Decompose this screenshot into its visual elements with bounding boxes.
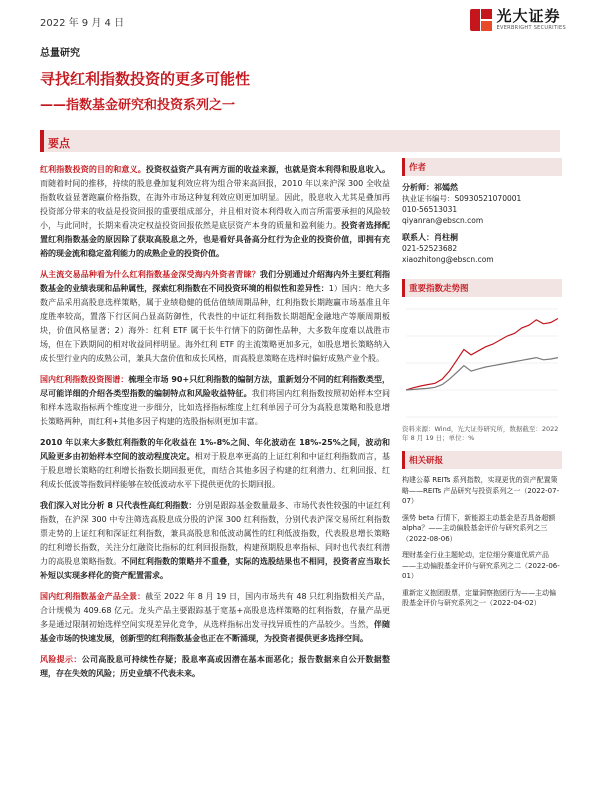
paragraph-bold: 我们分别通过介绍海内外主要红利指数基金的业绩表现和品种属性，探索红利指数在不同投资环境的相似性和差异性： [40,270,391,293]
paragraph-bold2: 投资者选择配置红利指数基金的原因除了获取高股息之外，也是看好具备高分红行为企业的投资价值，即拥有充裕的现金流和稳定盈利能力的成熟企业的投资价值。 [40,221,391,258]
analyst-name: 祁嫣然 [434,183,458,192]
paragraph-bold2: 不同红利指数的策略并不重叠，实际的选股结果也不相同，投资者应当取长补短以实现多样化的资产配置需求。 [40,557,391,580]
contact-name: 肖柱桐 [434,233,458,242]
paragraph-lead: 风险提示： [40,655,82,664]
contact-phone: 021-52523682 [402,244,458,253]
related-report-item[interactable]: 强势 beta 行情下，新能源主动基金是否具备超额 alpha？——主动偏股基金评价与研究系列之三（2022-08-06） [402,513,556,543]
related-report-item[interactable]: 理财基金行业主题轮动，定位细分赛道优质产品——主动偏股基金评价与研究系列之二（2022-06-01） [402,551,560,580]
key-paragraph [40,499,390,583]
paragraph-body: 分别是跟踪基金数量最多、市场代表性较强的中证红利指数，在沪深 300 中专注筛选高股息成分股的沪深 300 红利指数，分别代表沪深交易所红利指数票走势的上证红利和深证红利指数，兼具高股息和低波动属性的红利低波指数，代表股息增长策略的红利增长指数，关注分红融资比指标的红利回报指数，构建预期股息率指标、同时也代表红利潜力的高股息策略指数。 [40,501,390,566]
contact-email[interactable]: xiaozhitong@ebscn.com [402,255,494,264]
paragraph-body: 截至 2022 年 8 月 19 日，国内市场共有 48 只红利指数相关产品，合计规模为 409.68 亿元。龙头产品主要跟踪基于宽基+高股息选样策略的红利指数，存量产品更多是通过限制初始选样空间实现差异化竞争，从选样指标出发寻找异质性的产品较少。当然， [40,592,391,629]
key-paragraph [40,373,390,429]
key-points-bar [40,130,560,152]
index-trend-chart [402,303,562,423]
paragraph-lead: 红利指数投资的目的和意义。 [40,165,146,174]
paragraph-body: 而随着时间的推移，持续的股息叠加复利效应将为组合带来高回报，2010 年以来沪深 300 全收益指数收益显著跑赢价格指数，在海外市场这种复利效应则更加明显。因此，股息收入尤其是叠加再投资部分带来的收益是投资回报的重要组成部分，并且相对资本利得收入而言所需要承担的风险较小，与此同时，长期来看决定权益投资回报依然是底层资产本身的质量和盈利能力。 [40,179,390,230]
brand-name-en: EVERBRIGHT SECURITIES [496,25,566,31]
related-heading: 相关研报 [402,451,562,469]
key-points-heading: 要点 [48,137,70,150]
analyst-email[interactable]: qiyanran@ebscn.com [402,216,484,225]
chart-source: 资料来源：Wind，光大证券研究所，数据截至：2022 年 8 月 19 日；单位：% [402,425,559,442]
analyst-phone: 010-56513031 [402,205,458,214]
key-points-body [40,163,390,688]
brand-logo [470,8,566,31]
paragraph-body: 我们将国内红利指数按照初始样本空间和样本选取指标两个维度进一步细分，比如选择指标维度上红利单因子可分为高股息策略和股息增长策略两种，而红利+其他多因子构建的选股指标则更加丰富。 [40,389,391,426]
key-paragraph [40,163,390,261]
related-reports-list [402,475,562,609]
paragraph-bold: 公司高股息可持续性存疑；股息率高或因潜在基本面恶化；报告数据来自公开数据整理，存在失效的风险；历史业绩不代表未来。 [40,655,391,678]
paragraph-body: 1）国内：绝大多数产品采用高股息选样策略，属于业绩稳健的低估值绩周期品种，红利指数长期跑赢市场基准且年度胜率较高，置落下行区间凸显高防御性，代表性的中证红利指数长期超配金融地产等顺周期板块，价值风格显著；2）海外：红利 ETF 属于长牛行情下的防御性品种，大多数年度难以战胜市场，但在下跌期间的相对收益同样明显。海外红利 ETF 的主流策略更加多元，如股息增长策略纳入成长型行业内的成熟公司，兼具大盘价值和成长风格，而高股息策略在选样时偏好成熟产业个股。 [40,284,391,363]
paragraph-lead: 从主流交易品种看为什么红利指数基金深受海内外资者青睐？ [40,270,260,279]
paragraph-bold2: 伴随基金市场的快速发展，创新型的红利指数基金也正在不断涌现，为投资者提供更多选择空间。 [40,620,391,643]
paragraph-bold: 梳理全市场 90+只红利指数的编制方法，重新划分不同的红利指数类型，尽可能详细的介绍各类型指数的编制特点和风险收益特征。 [40,375,390,398]
report-subtitle: ——指数基金研究和投资系列之一 [40,98,236,113]
key-points-tab [40,130,44,152]
report-date: 2022 年 9 月 4 日 [40,18,125,29]
related-report-item[interactable]: 构建公募 REITs 系列指数，实现更优的资产配置策略——REITs 产品研究与投资系列之一（2022-07-07） [402,476,560,505]
paragraph-bold: 投资权益资产具有两方面的收益来源，也就是资本利得和股息收入。 [145,165,390,174]
paragraph-body: 相对于股息率更高的上证红利和中证红利指数而言，基于股息增长策略的红利增长指数长期回报更优，而结合其他多因子构建的红利潜力、红利回报、红利成长低波等指数同样能够在较低波动水平下提供更优的长期回报。 [40,452,391,489]
chart-series-line [406,319,558,391]
key-paragraph [40,436,390,492]
sidebar [402,158,562,615]
chart-series-line [406,358,558,390]
paragraph-bold: 我们深入对比分析 8 只代表性高红利指数： [40,501,197,510]
related-report-item[interactable]: 重新定义抱团股票，定量洞察抱团行为——主动偏股基金评价与研究系列之一（2022-04-02） [402,588,556,607]
analyst-cert: 执业证书编号：S0930521070001 [402,194,522,203]
contact-row [402,232,562,243]
contact-label: 联系人： [402,233,434,242]
key-paragraph [40,268,390,366]
key-paragraph [40,590,390,646]
report-title: 寻找红利指数投资的更多可能性 [40,70,251,88]
chart-heading: 重要指数走势图 [402,279,562,297]
index-chart-section [402,279,562,443]
paragraph-lead: 国内红利指数基金产品全景： [40,592,146,601]
key-paragraph [40,653,390,681]
analyst-row [402,182,562,193]
brand-logo-icon [470,9,492,31]
analyst-label: 分析师： [402,183,434,192]
paragraph-lead: 国内红利指数投资图谱： [40,375,129,384]
report-type: 总量研究 [40,48,80,59]
author-heading: 作者 [402,158,562,176]
brand-name-cn: 光大证券 [496,7,561,25]
paragraph-bold: 2010 年以来大多数红利指数的年化收益在 1%-8%之间、年化波动在 18%-25%之间，波动和风险更多由初始样本空间的波动程度决定。 [40,438,390,461]
